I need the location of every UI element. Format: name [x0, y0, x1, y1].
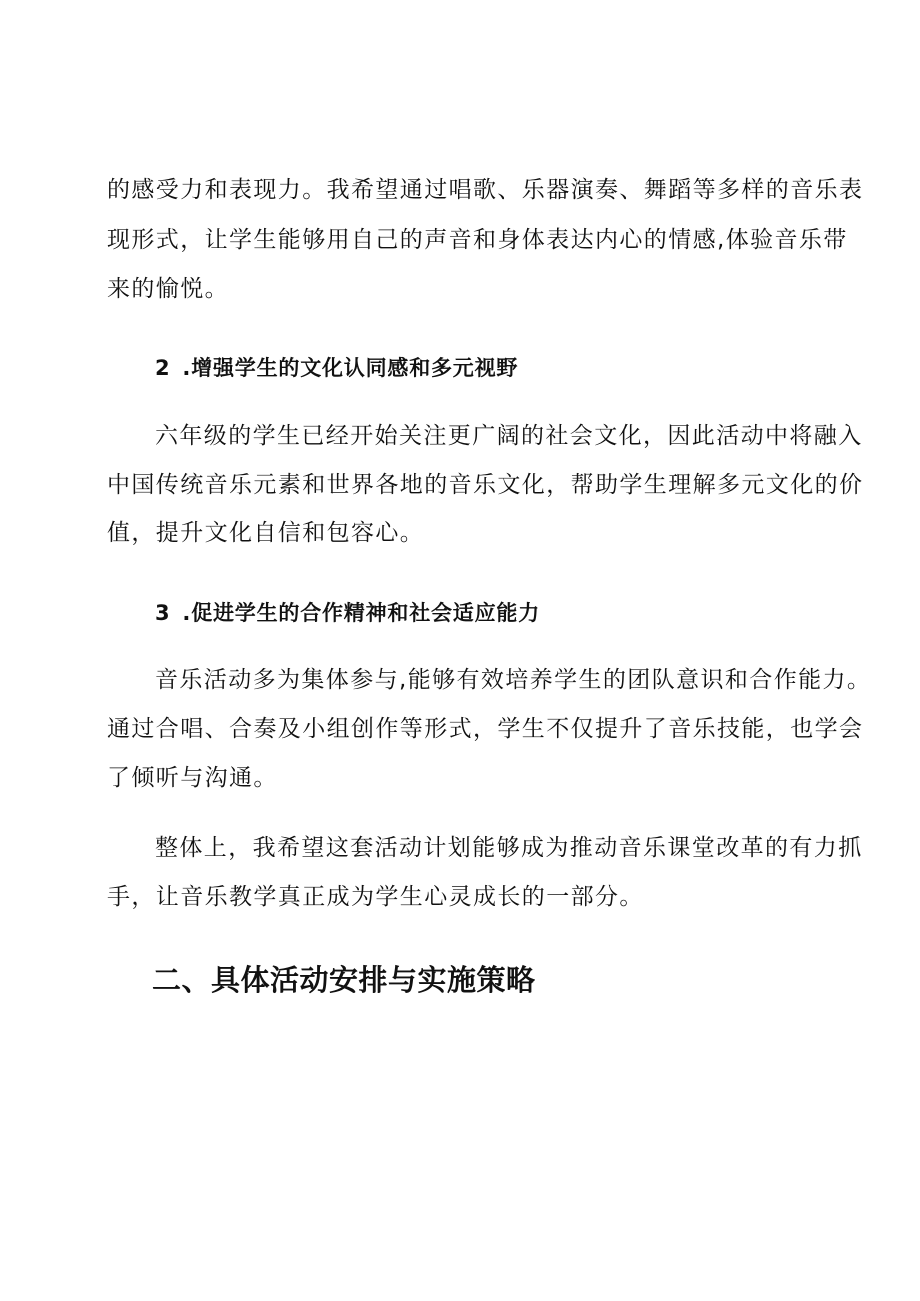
- paragraph-line: 中国传统音乐元素和世界各地的音乐文化，帮助学生理解多元文化的价: [107, 472, 864, 498]
- goal-2-number: 2: [155, 356, 171, 380]
- goal-2-heading: [155, 353, 518, 383]
- paragraph-line: 现形式，让学生能够用自己的声音和身体表达内心的情感,体验音乐带: [107, 227, 848, 253]
- section-title: 二、具体活动安排与实施策略: [152, 963, 536, 997]
- paragraph-line: 整体上，我希望这套活动计划能够成为推动音乐课堂改革的有力抓: [155, 835, 863, 861]
- paragraph-line: 的感受力和表现力。我希望通过唱歌、乐器演奏、舞蹈等多样的音乐表: [107, 177, 864, 203]
- paragraph-line: 手，让音乐教学真正成为学生心灵成长的一部分。: [107, 884, 644, 910]
- paragraph-line: 值，提升文化自信和包容心。: [107, 520, 425, 546]
- paragraph-line: 通过合唱、合奏及小组创作等形式，学生不仅提升了音乐技能，也学会: [107, 716, 864, 742]
- goal-2-title: .增强学生的文化认同感和多元视野: [182, 356, 519, 380]
- paragraph-line: 六年级的学生已经开始关注更广阔的社会文化，因此活动中将融入: [155, 423, 863, 449]
- paragraph-line: 了倾听与沟通。: [107, 765, 278, 791]
- goal-3-number: 3: [155, 601, 171, 625]
- goal-3-title: .促进学生的合作精神和社会适应能力: [182, 601, 540, 625]
- goal-3-heading: [155, 598, 540, 628]
- paragraph-line: 音乐活动多为集体参与,能够有效培养学生的团队意识和合作能力。: [155, 667, 872, 693]
- paragraph-line: 来的愉悦。: [107, 276, 229, 302]
